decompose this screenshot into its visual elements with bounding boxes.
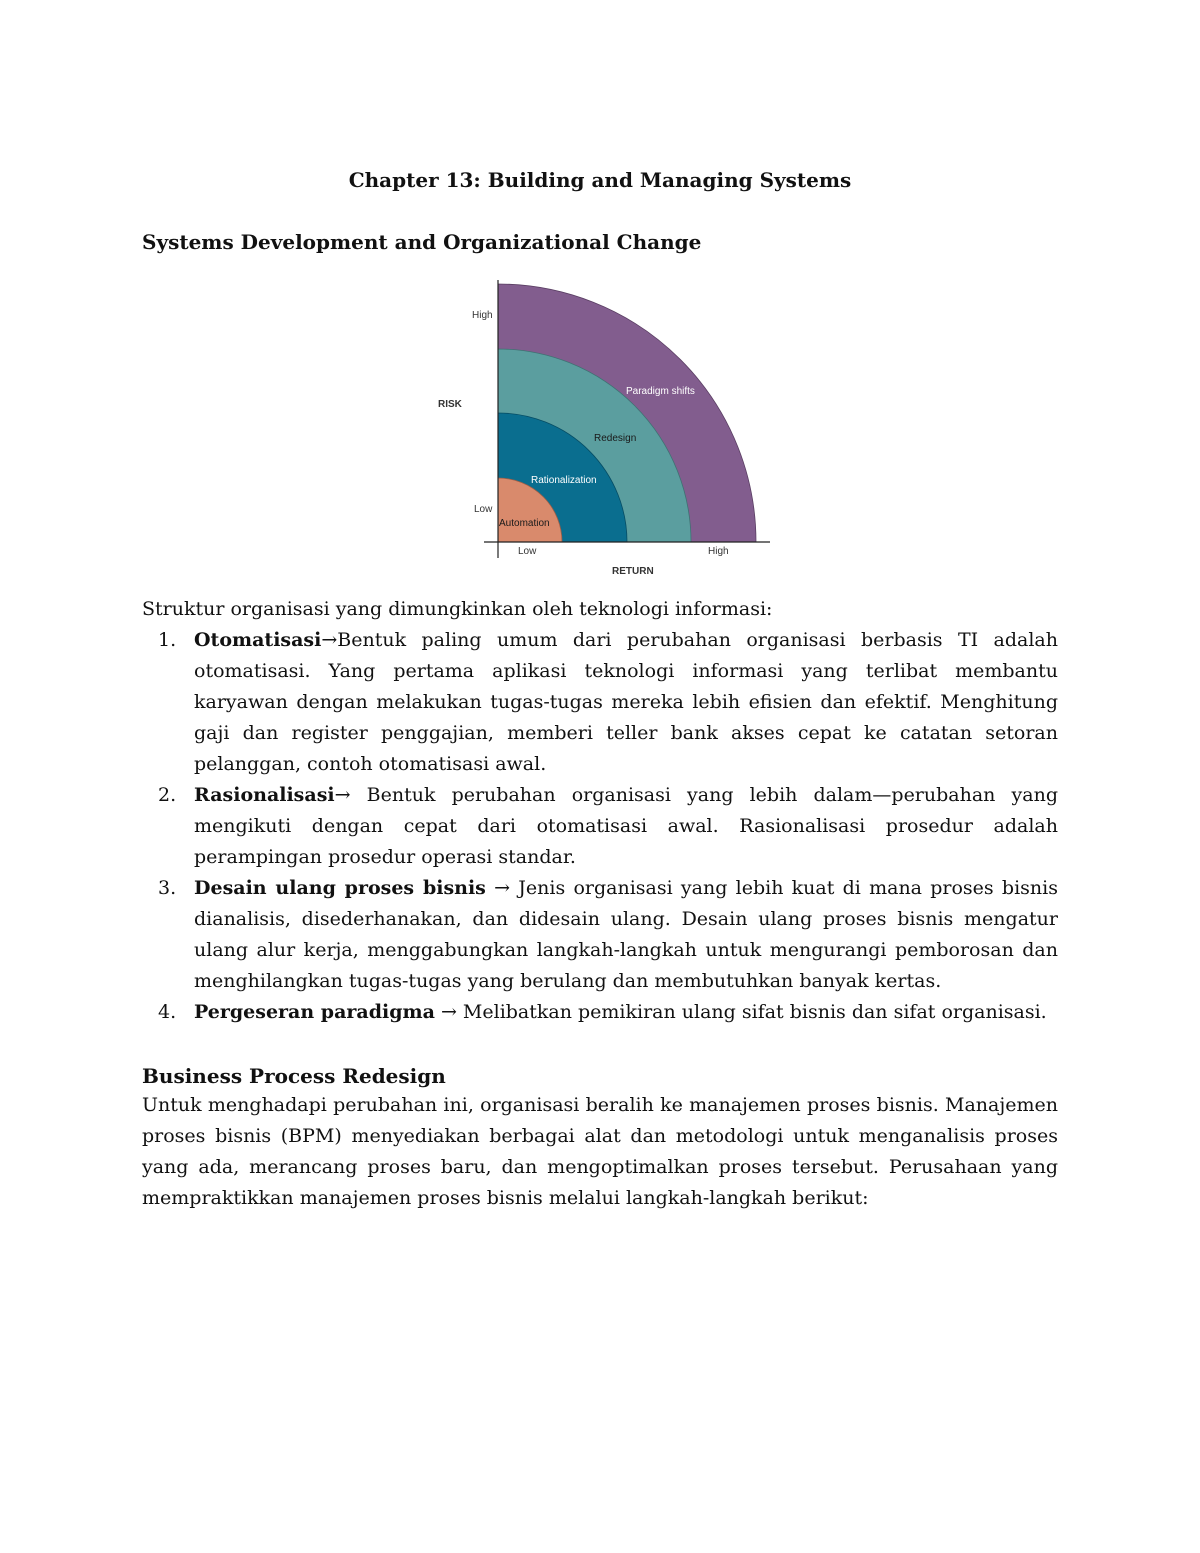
change-types-list bbox=[142, 625, 1058, 1028]
list-text: Bentuk perubahan organisasi yang lebih dalam—perubahan yang mengikuti dengan cepat dari otomatisasi awal. Rasionalisasi prosedur adalah perampingan prosedur operasi standar. bbox=[194, 784, 1058, 868]
list-number: 2. bbox=[158, 784, 177, 806]
list-number: 1. bbox=[158, 629, 177, 651]
y-tick-high: High bbox=[472, 310, 493, 321]
band-label-automation: Automation bbox=[499, 518, 550, 529]
y-tick-low: Low bbox=[474, 504, 493, 515]
list-item bbox=[142, 997, 1058, 1028]
risk-return-figure bbox=[432, 272, 772, 582]
list-text: Melibatkan pemikiran ulang sifat bisnis dan sifat organisasi. bbox=[456, 1001, 1047, 1023]
list-text: Bentuk paling umum dari perubahan organisasi berbasis TI adalah otomatisasi. Yang pertama aplikasi teknologi informasi yang terlibat membantu karyawan dengan melakukan tugas-tugas mereka lebih efisien dan efektif. Menghitung gaji dan register penggajian, memberi teller bank akses cepat ke catatan setoran pelanggan, contoh otomatisasi awal. bbox=[194, 629, 1058, 775]
intro-paragraph: Struktur organisasi yang dimungkinkan oleh teknologi informasi: bbox=[142, 598, 773, 620]
arrow-glyph: → bbox=[485, 877, 511, 899]
list-text: Jenis organisasi yang lebih kuat di mana proses bisnis dianalisis, disederhanakan, dan didesain ulang. Desain ulang proses bisnis mengatur ulang alur kerja, menggabungkan langkah-langkah untuk mengurangi pemborosan dan menghilangkan tugas-tugas yang berulang dan membutuhkan banyak kertas. bbox=[194, 877, 1058, 992]
list-number: 3. bbox=[158, 877, 177, 899]
arrow-glyph: → bbox=[321, 629, 338, 651]
list-term: Otomatisasi bbox=[194, 629, 322, 651]
list-term: Rasionalisasi bbox=[194, 784, 335, 806]
list-number: 4. bbox=[158, 1001, 177, 1023]
x-tick-low: Low bbox=[518, 546, 537, 557]
band-label-rationalization: Rationalization bbox=[531, 475, 597, 486]
section-heading-systems-development: Systems Development and Organizational Change bbox=[142, 230, 702, 254]
x-tick-high: High bbox=[708, 546, 729, 557]
x-axis-label: RETURN bbox=[612, 566, 654, 577]
arrow-glyph: → bbox=[434, 1001, 457, 1023]
list-term: Desain ulang proses bisnis bbox=[194, 877, 486, 899]
y-axis-label: RISK bbox=[438, 399, 462, 410]
list-item bbox=[142, 873, 1058, 997]
list-item bbox=[142, 780, 1058, 873]
arrow-glyph: → bbox=[334, 784, 351, 806]
list-item bbox=[142, 625, 1058, 780]
chapter-title: Chapter 13: Building and Managing Systems bbox=[348, 168, 852, 192]
section-business-process-redesign bbox=[142, 1062, 1058, 1214]
bpm-paragraph: Untuk menghadapi perubahan ini, organisasi beralih ke manajemen proses bisnis. Manajemen proses bisnis (BPM) menyediakan berbagai alat dan metodologi untuk menganalisis proses yang ada, merancang proses baru, dan mengoptimalkan proses tersebut. Perusahaan yang mempraktikkan manajemen proses bisnis melalui langkah-langkah berikut: bbox=[142, 1094, 1058, 1209]
list-term: Pergeseran paradigma bbox=[194, 1001, 435, 1023]
band-label-paradigm-shifts: Paradigm shifts bbox=[626, 386, 695, 397]
section-heading-business-process-redesign: Business Process Redesign bbox=[142, 1064, 446, 1088]
band-label-redesign: Redesign bbox=[594, 433, 637, 444]
